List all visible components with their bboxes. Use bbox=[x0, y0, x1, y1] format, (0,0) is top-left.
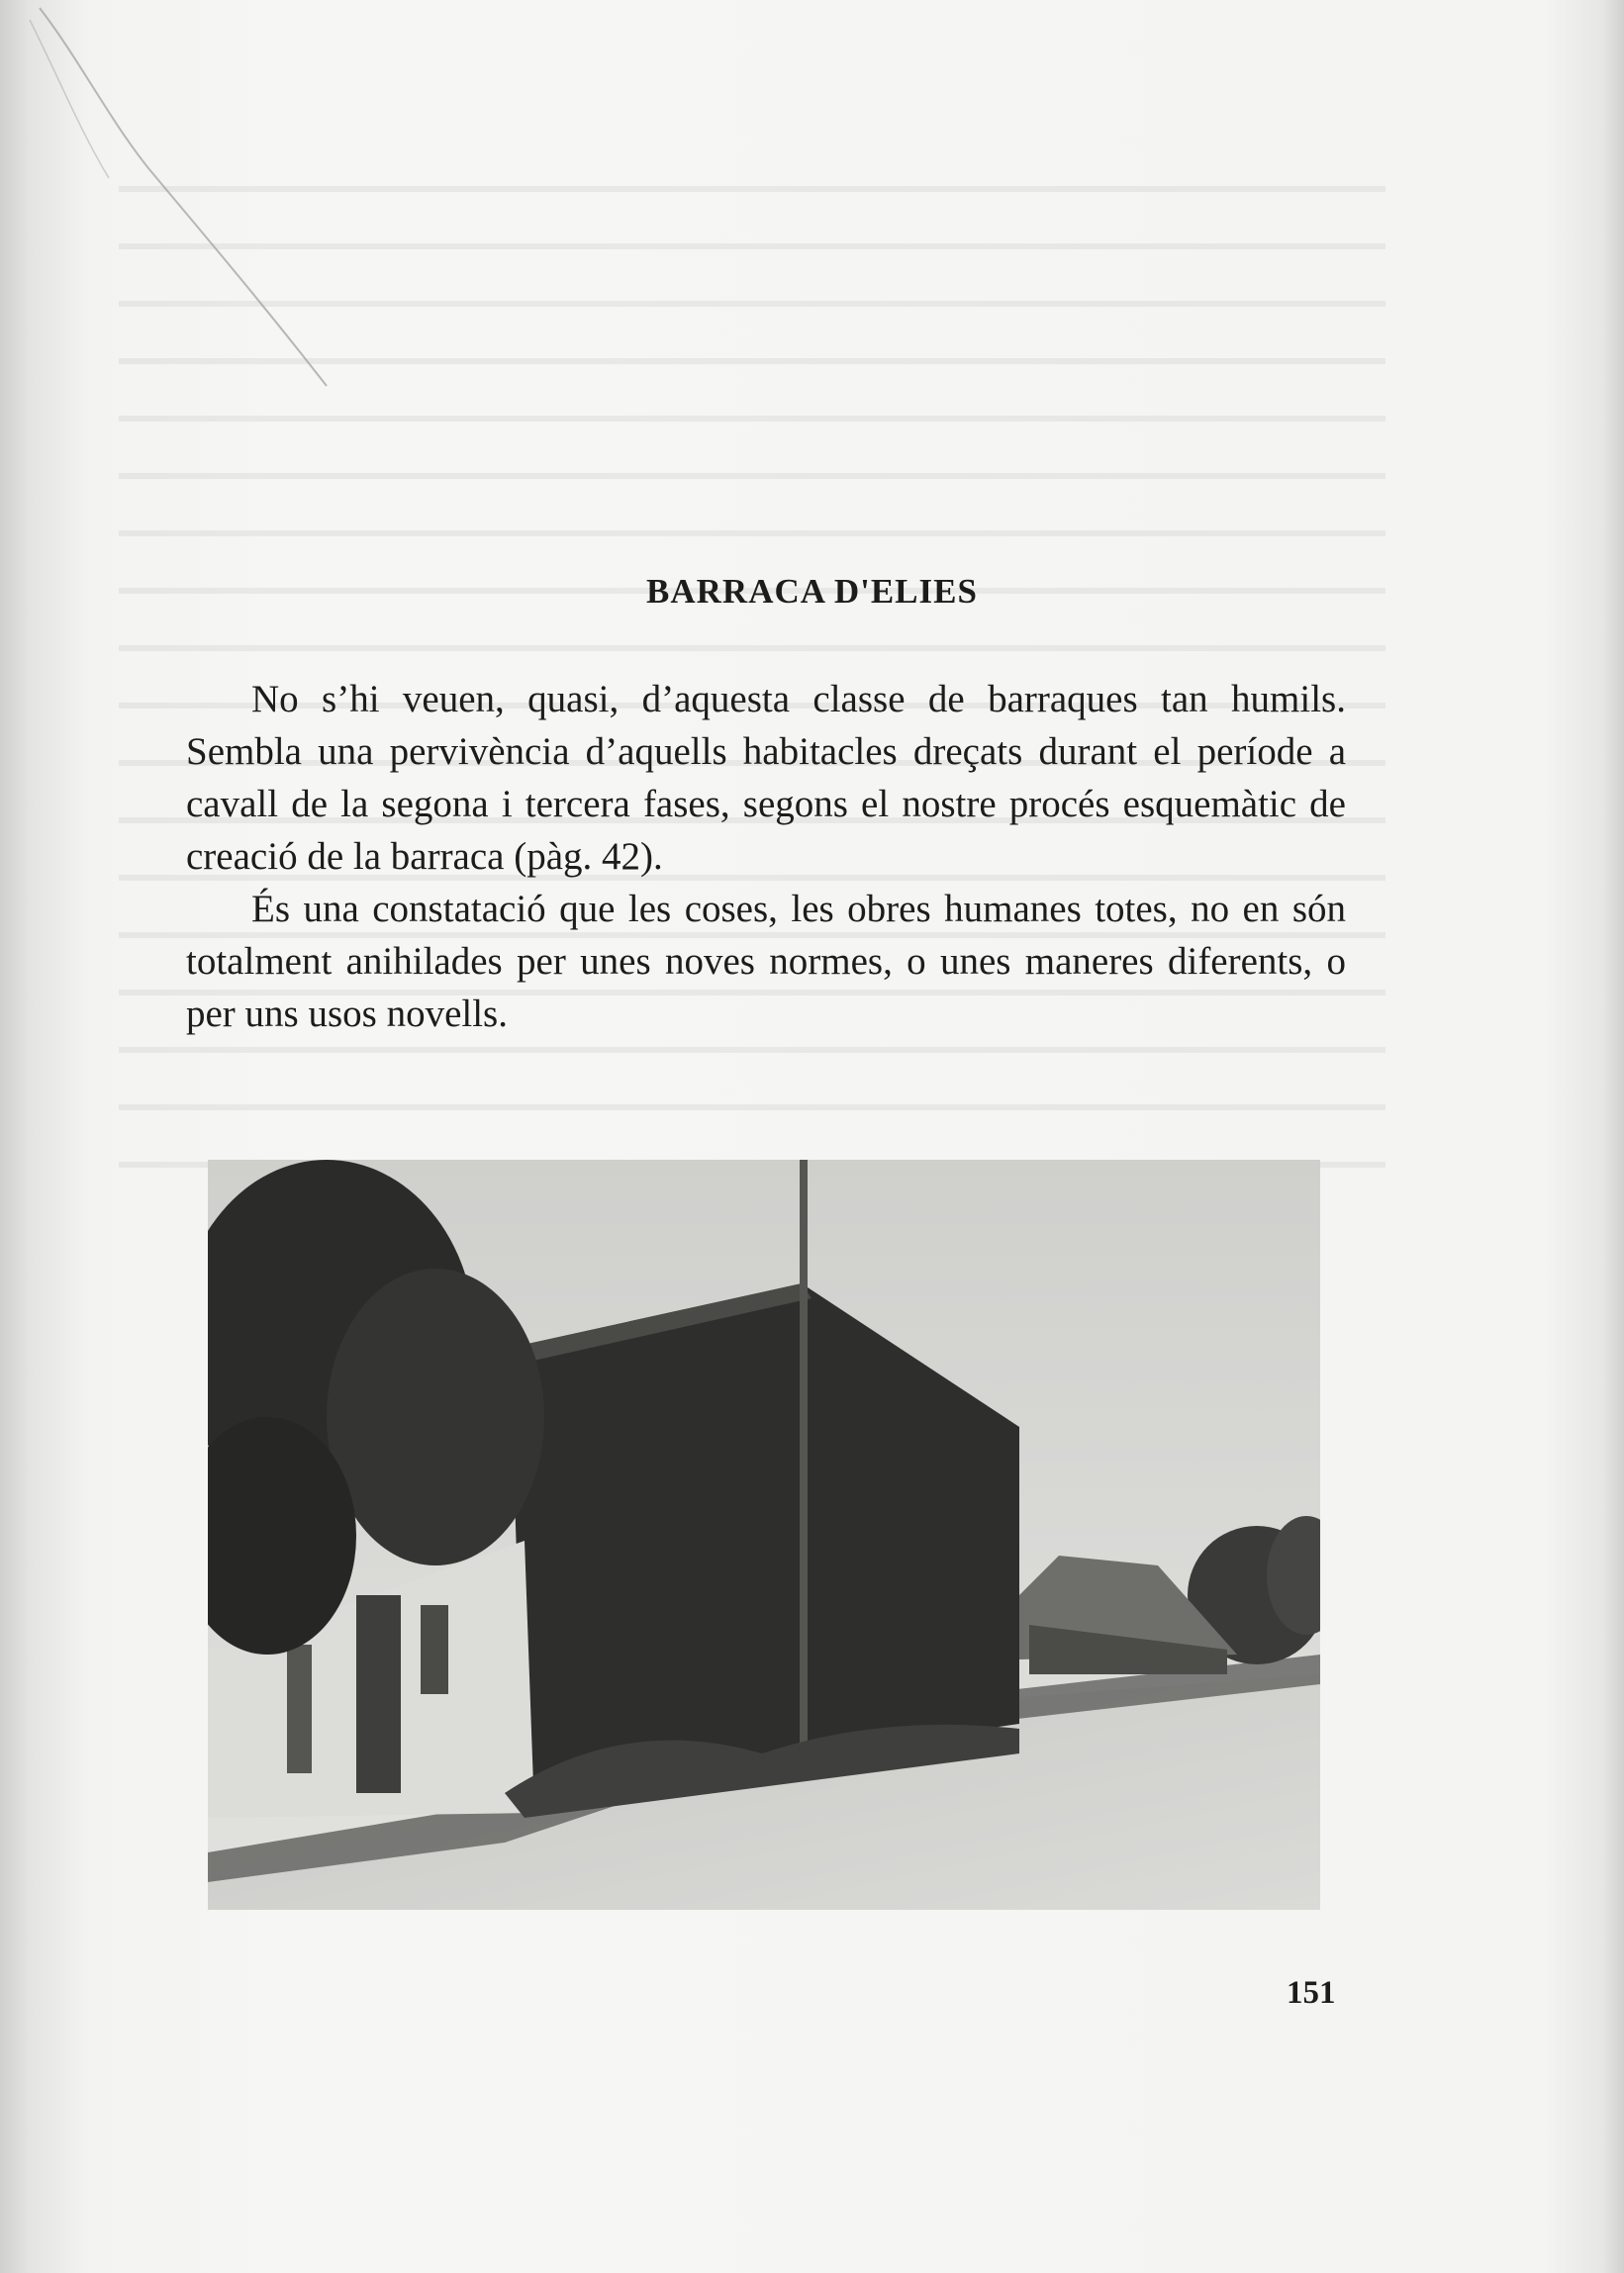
paragraph-1: No s’hi veuen, quasi, d’aquesta classe de barraques tan humils. Sembla una pervivència d’aquells habitacles dreçats durant el període a cavall de la segona i tercera fases, segons el nostre procés esquemàtic de creació de la barraca (pàg. 42). bbox=[186, 678, 1346, 878]
page-number: 151 bbox=[1287, 1975, 1336, 2011]
body-text bbox=[186, 673, 1346, 1040]
page-title: BARRACA D'ELIES bbox=[646, 572, 978, 611]
paper-crease bbox=[0, 0, 396, 416]
paragraph-2: És una constatació que les coses, les obres humanes totes, no en són totalment anihilades per unes noves normes, o unes maneres diferents, o per uns usos novells. bbox=[186, 888, 1346, 1035]
barraca-photo bbox=[208, 1160, 1320, 1910]
